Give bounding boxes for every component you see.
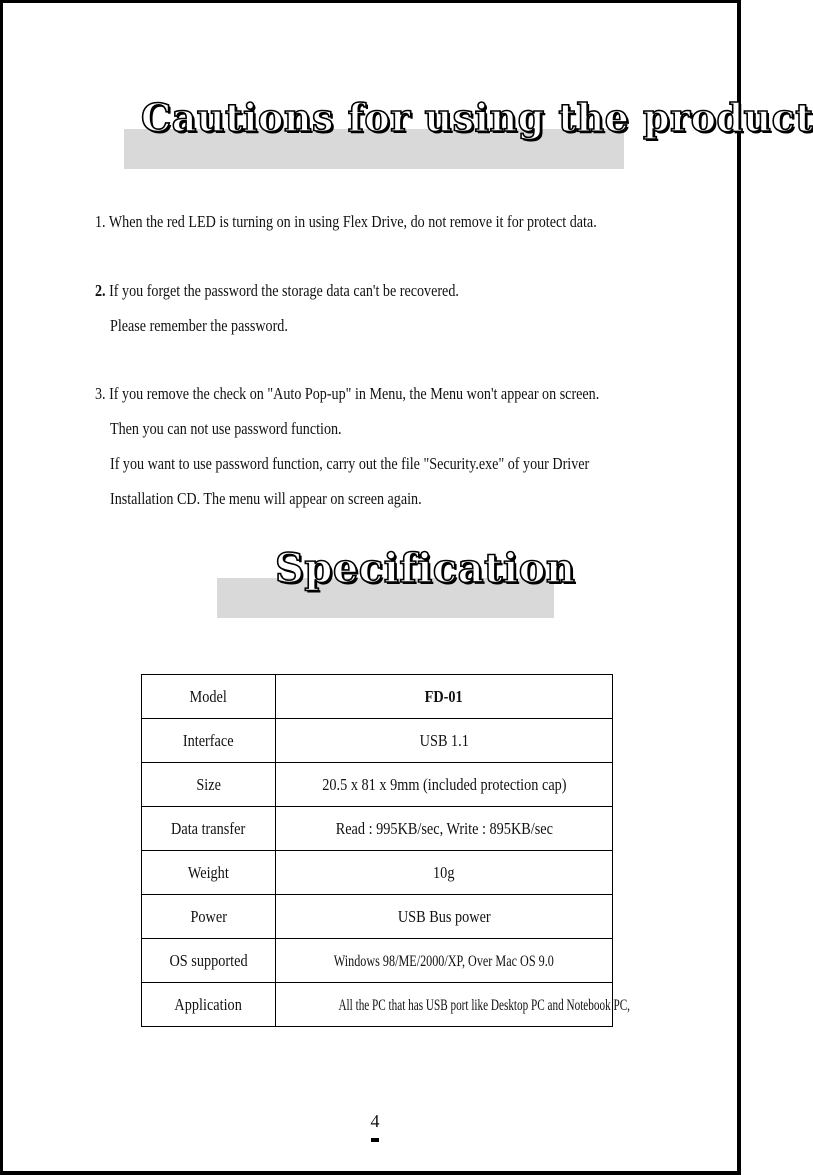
table-row (142, 895, 613, 939)
spec-value: USB 1.1 (276, 719, 613, 763)
table-row (142, 851, 613, 895)
caution-2-line-1: If you forget the password the storage data can't be recovered. (109, 281, 459, 300)
spec-label: Interface (142, 719, 276, 763)
specification-table (141, 674, 630, 1027)
spec-label: Power (142, 895, 276, 939)
page-number-mark (371, 1138, 379, 1142)
caution-3-number: 3. (95, 384, 106, 403)
spec-label: Model (142, 675, 276, 719)
spec-label: Application (142, 983, 276, 1027)
caution-1-number: 1. (95, 212, 106, 231)
table-row (142, 983, 613, 1027)
specification-heading (3, 3, 744, 623)
spec-value: All the PC that has USB port like Desktop PC and Notebook PC, (276, 983, 613, 1027)
table-row (142, 675, 613, 719)
spec-value: USB Bus power (276, 895, 613, 939)
caution-3-line-2: Then you can not use password function. (110, 419, 342, 438)
caution-3-line-4: Installation CD. The menu will appear on screen again. (110, 489, 422, 508)
specification-title: Specification (275, 545, 576, 592)
spec-value: Windows 98/ME/2000/XP, Over Mac OS 9.0 (276, 939, 613, 983)
spec-value: 10g (276, 851, 613, 895)
caution-2-number: 2. (95, 281, 106, 300)
spec-value: FD-01 (276, 675, 613, 719)
table-row (142, 807, 613, 851)
table-row (142, 719, 613, 763)
page-number: 4 (370, 1111, 380, 1131)
spec-value: Read : 995KB/sec, Write : 895KB/sec (276, 807, 613, 851)
spec-value: 20.5 x 81 x 9mm (included protection cap) (276, 763, 613, 807)
caution-3-line-1: If you remove the check on "Auto Pop-up" in Menu, the Menu won't appear on screen. (109, 384, 600, 403)
caution-2-line-2: Please remember the password. (110, 316, 288, 335)
spec-label: Size (142, 763, 276, 807)
spec-label: Weight (142, 851, 276, 895)
caution-1-line-1: When the red LED is turning on in using Flex Drive, do not remove it for protect data. (108, 212, 597, 231)
table-row (142, 763, 613, 807)
caution-3-line-3: If you want to use password function, carry out the file "Security.exe" of your Driver (110, 454, 590, 473)
spec-label: OS supported (142, 939, 276, 983)
cautions-title: Cautions for using the product (141, 95, 813, 140)
table-row (142, 939, 613, 983)
spec-label: Data transfer (142, 807, 276, 851)
